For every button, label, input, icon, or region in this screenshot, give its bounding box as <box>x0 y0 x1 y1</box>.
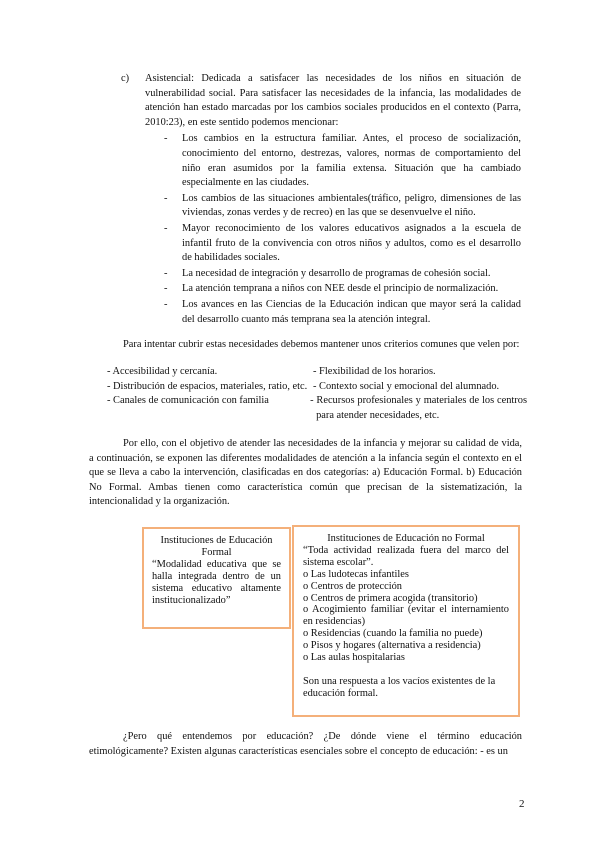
question-paragraph: ¿Pero qué entendemos por educación? ¿De dónde viene el término educación etimológicamente? Existen algunas características esenciales sobre el concepto de educación: - es un <box>89 731 522 757</box>
page-number: 2 <box>519 798 525 810</box>
list-item: - La atención temprana a niños con NEE desde el principio de normalización. <box>164 283 499 295</box>
box-footer: Son una respuesta a los vacíos existentes de la educación formal. <box>303 675 496 699</box>
changes-list <box>145 132 521 327</box>
criteria-list <box>107 365 527 423</box>
list-item: - Los avances en las Ciencias de la Educación indican que mayor será la calidad del desarrollo cuanto más temprana sea la atención integral. <box>164 298 521 325</box>
criteria-paragraph: Para intentar cubrir estas necesidades debemos mantener unos criterios comunes que velen por: <box>123 339 520 350</box>
box-title: Instituciones de Educación no Formal <box>327 533 485 544</box>
list-item: - Los cambios de las situaciones ambientales(tráfico, peligro, dimensiones de las viviendas, zonas verdes y de recreo) en las que se desenvuelve el niño. <box>164 192 521 219</box>
list-item: o Centros de primera acogida (transitorio) <box>303 592 478 604</box>
list-label: c) <box>121 73 130 84</box>
criteria-row: - Distribución de espacios, materiales, ratio, etc. - Contexto social y emocional del alumnado. <box>107 380 500 392</box>
institution-list <box>303 569 509 664</box>
list-item: o Centros de protección <box>303 580 402 592</box>
modalities-paragraph: Por ello, con el objetivo de atender las necesidades de la infancia y mejorar su calidad de vida, a continuación, se exponen las diferentes modalidades de atención a la infancia según el contexto en el que se lleva a cabo la intervención, clasificadas en dos categorías: a) Educación Formal. b) Educación No Formal. Ambas tienen como característica común que precisan de la sistematización, la intencionalidad y la organización. <box>89 438 522 508</box>
list-item: o Las ludotecas infantiles <box>303 568 409 580</box>
box-quote: “Toda actividad realizada fuera del marco del sistema escolar”. <box>303 544 509 568</box>
criteria-row: - Accesibilidad y cercanía. - Flexibilidad de los horarios. <box>107 366 436 377</box>
box-title: Instituciones de Educación Formal <box>160 535 273 558</box>
box-text: “Modalidad educativa que se halla integrada dentro de un sistema educativo altamente institucionalizado” <box>152 558 281 606</box>
list-item: o Las aulas hospitalarias <box>303 652 405 664</box>
list-item: - Mayor reconocimiento de los valores educativos asignados a la escuela de infantil fruto de la convivencia con otros niños y adultos, como es el desarrollo de habilidades sociales. <box>164 222 521 264</box>
list-item: o Residencias (cuando la familia no puede) <box>303 628 483 640</box>
nonformal-education-box <box>292 525 520 717</box>
list-item: - La necesidad de integración y desarrollo de programas de cohesión social. <box>164 267 491 279</box>
section-intro: Asistencial: Dedicada a satisfacer las necesidades de los niños en situación de vulnerabilidad social. Para satisfacer las necesidades de la infancia, las modalidades de atención han estado marcadas por los cambios sociales producidos en el contexto (Parra, 2010:23), en este sentido podemos mencionar: <box>145 73 521 128</box>
list-item: - Los cambios en la estructura familiar. Antes, el proceso de socialización, conocimiento del entorno, destrezas, valores, normas de comportamiento del niño eran asumidos por la familia extensa. Situación que ha cambiado especialmente en las ciudades. <box>164 133 521 189</box>
list-item: o Acogimiento familiar (evitar el internamiento en residencias) <box>303 604 509 628</box>
section-asistencial <box>121 72 521 328</box>
criteria-row: - Canales de comunicación con familia - Recursos profesionales y materiales de los centros para atender necesidades, etc. <box>107 395 527 421</box>
list-item: o Pisos y hogares (alternativa a residencia) <box>303 640 481 652</box>
formal-education-box <box>142 527 291 629</box>
